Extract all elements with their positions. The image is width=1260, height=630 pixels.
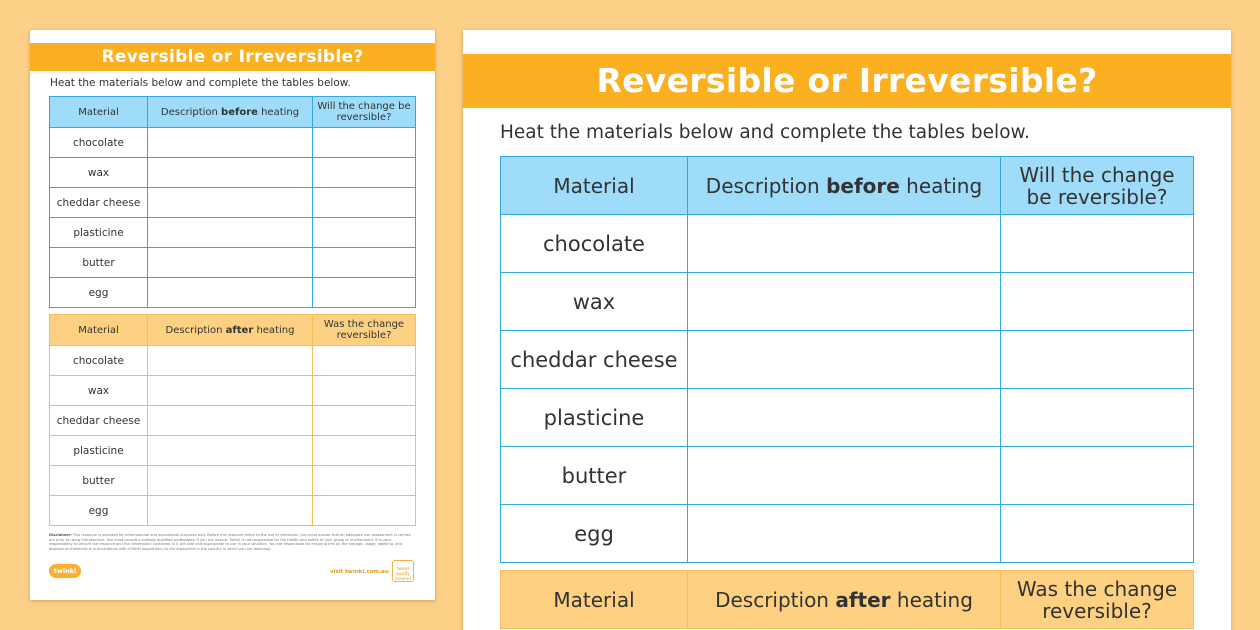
- material-cell: wax: [50, 376, 148, 406]
- description-cell[interactable]: [688, 331, 1001, 389]
- table-row: [50, 406, 416, 436]
- description-cell[interactable]: [148, 406, 313, 436]
- answer-cell[interactable]: [1001, 215, 1194, 273]
- table-row: [50, 248, 416, 278]
- before-heating-table: [500, 156, 1194, 563]
- description-cell[interactable]: [688, 505, 1001, 563]
- table-header-row: [50, 97, 416, 128]
- worksheet-instruction: Heat the materials below and complete the tables below.: [50, 77, 351, 89]
- description-cell[interactable]: [148, 158, 313, 188]
- answer-cell[interactable]: [313, 436, 416, 466]
- header-material: Material: [50, 315, 148, 346]
- answer-cell[interactable]: [313, 158, 416, 188]
- table-row: [50, 278, 416, 308]
- header-description-before: Description before heating: [688, 157, 1001, 215]
- material-cell: egg: [501, 505, 688, 563]
- table-header-row: [501, 571, 1194, 629]
- material-cell: chocolate: [50, 346, 148, 376]
- answer-cell[interactable]: [1001, 447, 1194, 505]
- description-cell[interactable]: [148, 466, 313, 496]
- table-row: [50, 466, 416, 496]
- description-cell[interactable]: [148, 496, 313, 526]
- header-reversible-question: Will the change be reversible?: [313, 97, 416, 128]
- material-cell: chocolate: [50, 128, 148, 158]
- table-row: [501, 215, 1194, 273]
- material-cell: butter: [50, 466, 148, 496]
- material-cell: plasticine: [50, 218, 148, 248]
- table-row: [501, 389, 1194, 447]
- description-cell[interactable]: [688, 215, 1001, 273]
- header-material: Material: [50, 97, 148, 128]
- material-cell: egg: [50, 496, 148, 526]
- answer-cell[interactable]: [313, 346, 416, 376]
- table-row: [50, 188, 416, 218]
- answer-cell[interactable]: [1001, 505, 1194, 563]
- material-cell: cheddar cheese: [50, 406, 148, 436]
- after-heating-table: [500, 570, 1194, 629]
- header-reversible-question: Will the change be reversible?: [1001, 157, 1194, 215]
- description-cell[interactable]: [688, 273, 1001, 331]
- answer-cell[interactable]: [1001, 389, 1194, 447]
- material-cell: wax: [501, 273, 688, 331]
- description-cell[interactable]: [148, 278, 313, 308]
- material-cell: cheddar cheese: [501, 331, 688, 389]
- description-cell[interactable]: [148, 188, 313, 218]
- worksheet-title: Reversible or Irreversible?: [463, 54, 1231, 108]
- table-row: [50, 128, 416, 158]
- answer-cell[interactable]: [313, 466, 416, 496]
- header-reversible-question: Was the change reversible?: [313, 315, 416, 346]
- description-cell[interactable]: [148, 248, 313, 278]
- worksheet-thumbnail: [30, 30, 435, 600]
- answer-cell[interactable]: [313, 376, 416, 406]
- material-cell: wax: [50, 158, 148, 188]
- answer-cell[interactable]: [313, 188, 416, 218]
- material-cell: cheddar cheese: [50, 188, 148, 218]
- material-cell: egg: [50, 278, 148, 308]
- description-cell[interactable]: [688, 389, 1001, 447]
- header-reversible-question: Was the change reversible?: [1001, 571, 1194, 629]
- table-row: [501, 505, 1194, 563]
- before-heating-table: [49, 96, 416, 308]
- table-row: [50, 496, 416, 526]
- table-row: [50, 436, 416, 466]
- description-cell[interactable]: [148, 436, 313, 466]
- material-cell: plasticine: [501, 389, 688, 447]
- twinkl-logo: twinkl: [49, 564, 81, 578]
- material-cell: butter: [50, 248, 148, 278]
- table-row: [50, 158, 416, 188]
- description-cell[interactable]: [148, 376, 313, 406]
- table-header-row: [50, 315, 416, 346]
- header-description-after: Description after heating: [688, 571, 1001, 629]
- worksheet-title: Reversible or Irreversible?: [30, 43, 435, 71]
- description-cell[interactable]: [148, 346, 313, 376]
- material-cell: butter: [501, 447, 688, 505]
- worksheet-zoomed: [463, 30, 1231, 630]
- description-cell[interactable]: [148, 218, 313, 248]
- material-cell: plasticine: [50, 436, 148, 466]
- website-link[interactable]: visit twinkl.com.au: [330, 569, 389, 575]
- table-row: [50, 376, 416, 406]
- description-cell[interactable]: [688, 447, 1001, 505]
- answer-cell[interactable]: [313, 248, 416, 278]
- header-material: Material: [501, 157, 688, 215]
- answer-cell[interactable]: [313, 496, 416, 526]
- disclaimer-label: Disclaimer:: [49, 533, 72, 537]
- worksheet-instruction: Heat the materials below and complete the tables below.: [500, 122, 1030, 143]
- table-row: [501, 273, 1194, 331]
- disclaimer-text: Disclaimer: This resource is provided for informational and educational purposes only. Before this resource refers to the use of chemicals, you must ensure that an adequate risk assessment is carried out prior to using this resource. You must consult a suitably qualified professional if you are unsure. Twinkl is not responsible for the health and safety of your group or environment. It is your responsibility to ensure the resource and the information contained in it are safe and appropriate to use in your situation. You are responsible for ensuring info on the storage, usage, labelling, and disposal of chemicals is in accordance with COSHH regulations (or the equivalent in the country in which you are teaching).: [49, 533, 411, 551]
- table-row: [501, 447, 1194, 505]
- answer-cell[interactable]: [313, 128, 416, 158]
- header-description-before: Description before heating: [148, 97, 313, 128]
- table-row: [501, 331, 1194, 389]
- answer-cell[interactable]: [1001, 273, 1194, 331]
- table-header-row: [501, 157, 1194, 215]
- header-description-after: Description after heating: [148, 315, 313, 346]
- quality-badge: twinkl quality assured: [392, 560, 414, 582]
- after-heating-table: [49, 314, 416, 526]
- table-row: [50, 346, 416, 376]
- header-material: Material: [501, 571, 688, 629]
- answer-cell[interactable]: [313, 278, 416, 308]
- table-row: [50, 218, 416, 248]
- description-cell[interactable]: [148, 128, 313, 158]
- answer-cell[interactable]: [1001, 331, 1194, 389]
- material-cell: chocolate: [501, 215, 688, 273]
- answer-cell[interactable]: [313, 218, 416, 248]
- answer-cell[interactable]: [313, 406, 416, 436]
